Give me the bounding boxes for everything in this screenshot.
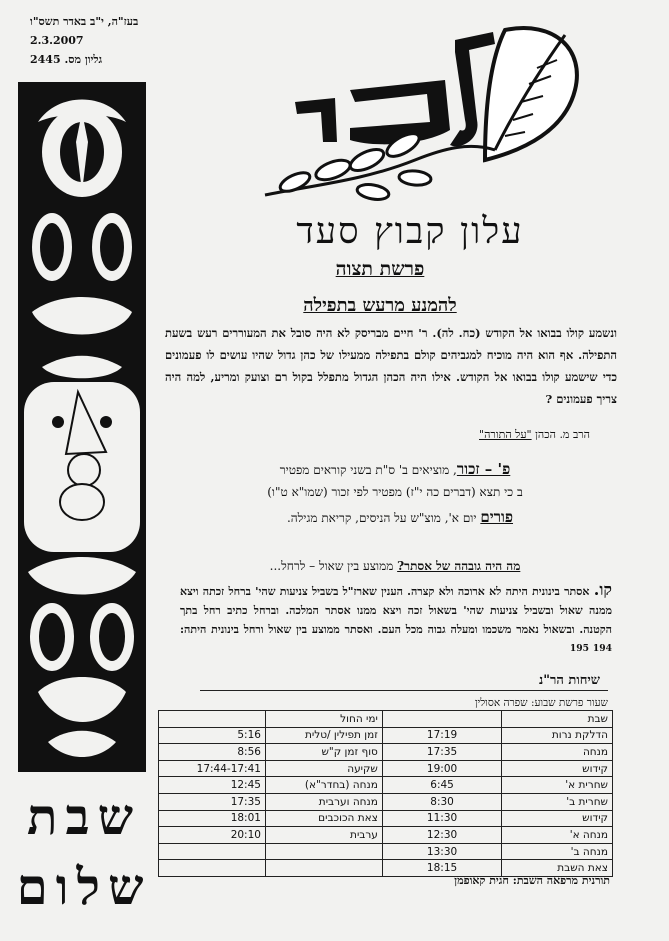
schedule-weekday-item: צאת הכוכבים: [265, 810, 382, 827]
riddle-answer: [180, 580, 612, 662]
signature-author: הרב מ. הכהן: [535, 428, 590, 441]
riddle-source: שיחות הר"נ: [539, 673, 600, 688]
schedule-shabbat-time: 17:35: [382, 744, 501, 761]
article-body: ונשמע קולו בבואו אל הקודש (כח. לה). ר' חיים מבריסק לא היה סובל את המעוררים רעש בשעת התפילה. אף הוא היה מוכיח למגביהים קולם בתפילה ממעילו של כהן גדול שהיו עושים לו פעמונים כדי שישמע קולו בבואו אל הקודש. אילו היה הכהן הגדול מתפלל בקול רם וצועק ומריע, למה היה צריך פעמונים ?: [165, 326, 617, 406]
schedule-shabbat-time: 8:30: [382, 793, 501, 810]
purim-notice: [200, 508, 600, 527]
purim-text: יום א', מוצ"ש על הניסים, קריאת מגילה.: [286, 511, 481, 525]
schedule-weekday-item: [265, 843, 382, 860]
hebrew-date: בעז"ה, י"ב באדר תשס"ו: [30, 15, 139, 28]
decorative-border: [18, 82, 146, 772]
schedule-shabbat-item: מנחה א': [502, 827, 613, 844]
schedule-shabbat-time: 13:30: [382, 843, 501, 860]
table-row: [159, 827, 613, 844]
newsletter-subtitle: עלון קבוץ סעד: [296, 211, 524, 252]
schedule-shabbat-time: 19:00: [382, 760, 501, 777]
schedule-weekday-item: שקיעה: [265, 760, 382, 777]
parasha-title: פרשת תצוה: [335, 258, 425, 280]
schedule-weekday-time: 8:56: [159, 744, 266, 761]
schedule-weekday-time: 12:45: [159, 777, 266, 794]
schedule-weekday-time: 5:16: [159, 727, 266, 744]
schedule-shabbat-item: שחרית ב': [502, 793, 613, 810]
schedule-shabbat-time: 18:15: [382, 860, 501, 877]
gregorian-date: 2.3.2007: [30, 34, 84, 47]
schedule-shabbat-item: קידוש: [502, 760, 613, 777]
schedule-weekday-item: מנחה וערבית: [265, 793, 382, 810]
signature-source: "על התורה": [479, 428, 532, 441]
schedule-shabbat-item: שחרית א': [502, 777, 613, 794]
riddle-question-text: מה היה גובהה של אסתר?: [397, 559, 521, 573]
footnote-ref-2: 195: [569, 643, 590, 654]
schedule-weekday-item: זמן תפילין /טלית: [265, 727, 382, 744]
header-weekday-time: [159, 711, 266, 728]
banner-line-shabbat: שבת: [27, 787, 141, 846]
table-row: [159, 760, 613, 777]
schedule-shabbat-item: מנחה: [502, 744, 613, 761]
schedule-shabbat-time: 12:30: [382, 827, 501, 844]
schedule-weekday-item: ערבית: [265, 827, 382, 844]
schedule-weekday-time: 20:10: [159, 827, 266, 844]
schedule-weekday-item: סוף זמן ק"ש: [265, 744, 382, 761]
schedule-weekday-time: 17:35: [159, 793, 266, 810]
table-row: [159, 810, 613, 827]
schedule-shabbat-time: 6:45: [382, 777, 501, 794]
header-shabbat-time: [382, 711, 501, 728]
riddle-answer-label: קו.: [593, 580, 612, 599]
weekly-shiur: שעור פרשת שבוע: שפרה אסולין: [474, 697, 608, 709]
schedule-shabbat-time: 17:19: [382, 727, 501, 744]
zachor-line2: ב כי תצא (דברים כה י"ז) מפטיר לפי זכור (שמו"א ט"ו): [267, 485, 523, 499]
riddle-question-tail: ממוצע בין שאול – לרחל...: [269, 559, 398, 573]
table-row: [159, 793, 613, 810]
header-weekday: ימי החול: [265, 711, 382, 728]
prayer-schedule-table: [158, 710, 613, 877]
purim-label: פורים: [480, 508, 514, 526]
zachor-label: פ' – זכור: [456, 460, 511, 478]
footnote-ref-1: 194: [592, 643, 612, 654]
date-block: [30, 12, 180, 69]
leaves-logo: [255, 10, 590, 210]
shabbat-shalom-banner: [14, 782, 154, 932]
issue-number: גליון מס. 2445: [30, 53, 103, 66]
schedule-weekday-item: מנחה (בחדר"א): [265, 777, 382, 794]
schedule-shabbat-item: קידוש: [502, 810, 613, 827]
table-row: [159, 727, 613, 744]
riddle-question: [180, 559, 610, 574]
banner-line-shalom: שלום: [16, 857, 152, 916]
schedule-shabbat-item: מנחה ב': [502, 843, 613, 860]
schedule-shabbat-item: צאת השבת: [502, 860, 613, 877]
zachor-notice: [180, 458, 610, 503]
article-title: להמנע מרעש בתפילה: [303, 295, 457, 316]
clinic-duty-footer: תורנית מרפאה השבת: חגית קאופמן: [454, 874, 610, 887]
riddle-answer-body: אסתר בינונית היתה לא ארוכה ולא קצרה. הענין שארז"ל בשביל צניעות שהי' ברחל זכתה ויצא ממנה שאול ובשביל צניעות שהי' בשאול זכה ויצא ממנו אסתר המלכה. וברחל כתיב רחל בתך הקטנה. ובשאול נאמר משכמו ומעלה גבוה מכל העם. ואסתר ממוצע בין שאול ורחל בינונית היתה:: [180, 585, 612, 636]
schedule-weekday-time: 18:01: [159, 810, 266, 827]
schedule-header-row: [159, 711, 613, 728]
schedule-shabbat-time: 11:30: [382, 810, 501, 827]
schedule-weekday-time: [159, 843, 266, 860]
table-row: [159, 777, 613, 794]
divider: [200, 690, 608, 691]
table-row: [159, 744, 613, 761]
zachor-line1: , מוציאים ב' ס"ת בשני קוראים מפטיר: [279, 463, 457, 477]
table-row: [159, 843, 613, 860]
article-signature: [240, 428, 590, 441]
schedule-weekday-time: 17:44-17:41: [159, 760, 266, 777]
schedule-shabbat-item: הדלקת נרות: [502, 727, 613, 744]
header-shabbat: שבת: [502, 711, 613, 728]
